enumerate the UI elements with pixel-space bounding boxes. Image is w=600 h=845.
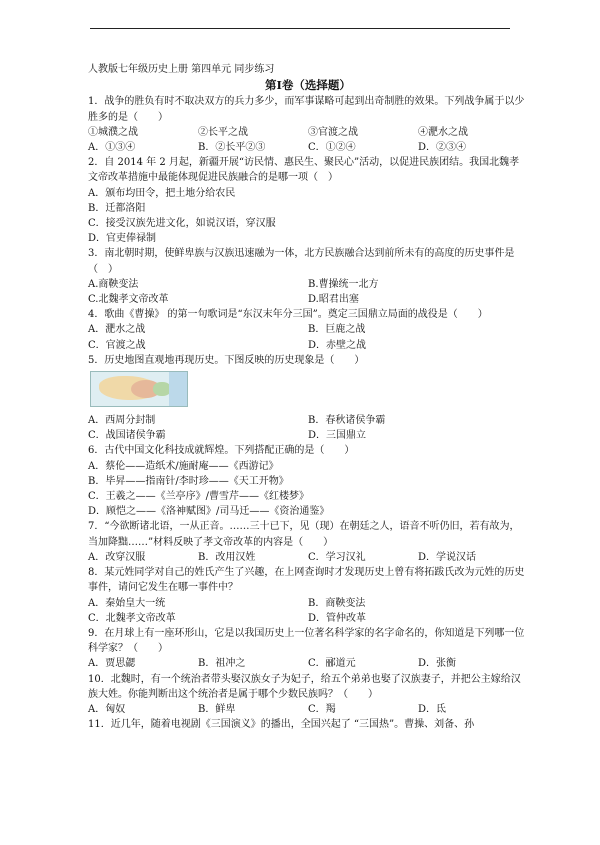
question-stem: 8．某元姓同学对自己的姓氏产生了兴趣，在上网查询时才发现历史上曾有将拓跋氏改为元姓的历史事件，请问它发生在哪一事件中？ (88, 567, 525, 594)
item: ②长平之战 (198, 126, 248, 138)
option-d: D．管仲改革 (308, 612, 367, 624)
option-a: A．颁布均田令，把土地分给农民 (88, 187, 236, 199)
option-c: C．北魏孝文帝改革 (88, 612, 176, 624)
question-7 (88, 519, 528, 565)
question-11 (88, 717, 528, 732)
option-c: C．①②④ (308, 142, 356, 154)
option-b: B．迁都洛阳 (88, 202, 146, 214)
option-c: C．接受汉族先进文化，如说汉语，穿汉服 (88, 218, 276, 230)
historical-map-image (90, 371, 188, 407)
options-row (88, 596, 528, 611)
options-row (88, 702, 528, 717)
document-page (88, 62, 528, 732)
option-d: D．顾恺之——《洛神赋图》/司马迁——《资治通鉴》 (88, 506, 330, 518)
option-b: B．商鞅变法 (308, 597, 366, 609)
question-10 (88, 672, 528, 718)
option-a: A．改穿汉服 (88, 551, 146, 563)
option-d: D．张衡 (418, 658, 457, 670)
question-8 (88, 565, 528, 626)
option-d: D．学说汉话 (418, 551, 477, 563)
option-b: B．毕昇——指南针/李时珍——《天工开物》 (88, 475, 289, 487)
options-row (88, 550, 528, 565)
map-sea (169, 372, 187, 406)
section-title: 第Ⅰ卷（选择题） (265, 78, 351, 93)
option-a: A．①③④ (88, 142, 136, 154)
question-5 (88, 353, 528, 444)
item: ①城濮之战 (88, 126, 138, 138)
options-row (88, 656, 528, 671)
option-a: A．淝水之战 (88, 324, 146, 336)
item: ④淝水之战 (418, 126, 468, 138)
question-stem: 9．在月球上有一座环形山，它是以我国历史上一位著名科学家的名字命名的，你知道是下列哪一位科学家？（ ） (88, 627, 525, 655)
option-c: C.北魏孝文帝改革 (88, 294, 169, 306)
question-4 (88, 307, 528, 353)
question-9 (88, 626, 528, 672)
options-row (88, 611, 528, 626)
question-stem: 3．南北朝时期，使鲜卑族与汉族迅速融为一体，北方民族融合达到前所未有的高度的历史事件是（ ） (88, 248, 515, 275)
top-rule (90, 28, 510, 29)
option-c: C．羯 (308, 703, 336, 715)
question-stem: 2．自 2014 年 2 月起，新疆开展“访民情、惠民生、聚民心”活动，以促进民族团结。我国北魏孝文帝改革措施中最能体现促进民族融合的是哪一项（ ） (88, 157, 520, 184)
question-stem: 10．北魏时，有一个统治者带头娶汉族女子为妃子，给五个弟弟也娶了汉族妻子，并把公主嫁给汉族大姓。你能判断出这个统治者是属于哪个少数民族吗？（ ） (88, 673, 521, 700)
option-b: B．②长平②③ (198, 142, 266, 154)
option-a: A．蔡伦——造纸术/施耐庵——《西游记》 (88, 460, 279, 472)
question-1 (88, 94, 528, 155)
option-c: C．战国诸侯争霸 (88, 430, 166, 442)
question-stem: 11．近几年，随着电视剧《三国演义》的播出，全国兴起了 “三国热”。曹操、刘备、孙 (88, 719, 475, 731)
question-options (88, 140, 528, 155)
question-stem: 1．战争的胜负有时不取决双方的兵力多少，而军事谋略可起到出奇制胜的效果。下列战争属于以少胜多的是（ ） (88, 96, 525, 123)
option-d: D．官吏俸禄制 (88, 233, 157, 245)
question-stem: 4．歌曲《曹操》 的第一句歌词是“东汉末年分三国”。奠定三国鼎立局面的战役是（ ） (88, 309, 488, 321)
option-c: C．郦道元 (308, 658, 356, 670)
option-a: A．贾思勰 (88, 658, 136, 670)
option-b: B．鲜卑 (198, 703, 236, 715)
option-a: A.商鞅变法 (88, 278, 139, 290)
question-items (88, 125, 528, 140)
option-c: C．学习汉礼 (308, 551, 366, 563)
question-stem: 7．“今欲断诸北语，一从正音。……三十已下，见（现）在朝廷之人，语音不听仍旧，若有故为，当加降黜……”材料反映了孝文帝改革的内容是（ ） (88, 521, 520, 548)
question-2 (88, 155, 528, 246)
options-row (88, 428, 528, 443)
option-c: C．官渡之战 (88, 339, 146, 351)
options-row (88, 277, 528, 292)
options-row (88, 413, 528, 428)
option-b: B．巨鹿之战 (308, 324, 366, 336)
option-d: D.昭君出塞 (308, 294, 359, 306)
question-6 (88, 443, 528, 519)
option-a: A．西周分封制 (88, 415, 156, 427)
options-row (88, 292, 528, 307)
option-b: B.曹操统一北方 (308, 278, 379, 290)
document-header: 人教版七年级历史上册 第四单元 同步练习 (88, 64, 275, 75)
item: ③官渡之战 (308, 126, 358, 138)
option-d: D．②③④ (418, 142, 467, 154)
option-d: D．三国鼎立 (308, 430, 367, 442)
option-d: D．赤壁之战 (308, 339, 367, 351)
option-a: A．秦始皇大一统 (88, 597, 166, 609)
option-a: A．匈奴 (88, 703, 126, 715)
option-b: B．春秋诸侯争霸 (308, 415, 386, 427)
question-3 (88, 246, 528, 307)
question-stem: 5．历史地图直观地再现历史。下图反映的历史现象是（ ） (88, 354, 365, 366)
option-c: C．王羲之——《兰亭序》/曹雪芹——《红楼梦》 (88, 491, 310, 503)
options-row (88, 322, 528, 337)
option-b: B．改用汉姓 (198, 551, 256, 563)
options-row (88, 338, 528, 353)
option-b: B．祖冲之 (198, 658, 246, 670)
question-stem: 6．古代中国文化科技成就辉煌。下列搭配正确的是（ ） (88, 445, 355, 457)
option-d: D．氐 (418, 703, 447, 715)
